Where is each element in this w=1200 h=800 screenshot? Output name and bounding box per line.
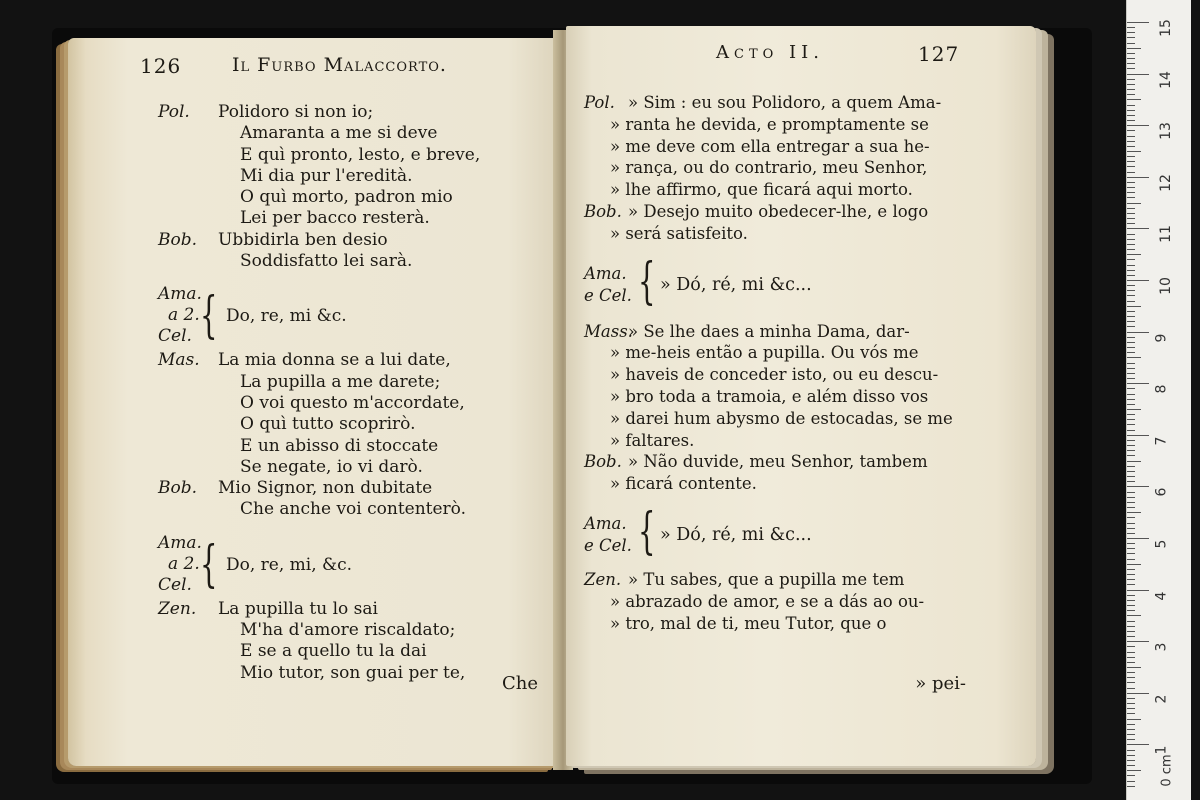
ruler-tick	[1127, 203, 1141, 204]
ruler-tick	[1127, 481, 1135, 482]
ruler-tick	[1127, 461, 1141, 462]
ruler-tick	[1127, 347, 1135, 348]
prose-line: » me deve com ella entregar a sua he-	[610, 136, 930, 156]
ruler-tick	[1127, 703, 1135, 704]
ruler-number: 5	[1153, 539, 1170, 549]
verse-line: La pupilla a me darete;	[240, 371, 441, 392]
ruler-tick	[1127, 146, 1135, 147]
ruler-tick	[1127, 32, 1135, 33]
ruler-tick	[1127, 677, 1135, 678]
ruler-tick	[1127, 68, 1135, 69]
prose-line: » será satisfeito.	[610, 223, 748, 243]
prose-line: » faltares.	[610, 430, 695, 450]
duet-block	[584, 251, 953, 313]
ruler-tick	[1127, 455, 1135, 456]
ruler-tick	[1127, 492, 1135, 493]
speaker-name: Zen.	[158, 598, 197, 619]
speaker-name: Bob.	[584, 201, 622, 221]
ruler-tick	[1127, 84, 1135, 85]
left-catchword: Che	[501, 673, 538, 694]
ruler-tick	[1127, 595, 1135, 596]
ruler-tick	[1127, 239, 1135, 240]
ruler-tick	[1127, 765, 1135, 766]
speaker-name: Pol.	[584, 93, 615, 112]
ruler-tick	[1127, 151, 1141, 152]
verse-line: E se a quello tu la dai	[240, 641, 427, 662]
ruler-tick	[1127, 249, 1135, 250]
ruler-tick	[1127, 259, 1135, 260]
ruler-tick	[1127, 414, 1135, 415]
ruler-tick	[1127, 523, 1135, 524]
ruler-tick	[1127, 719, 1141, 720]
right-page	[566, 26, 1036, 766]
ruler-tick	[1127, 528, 1135, 529]
left-page	[68, 38, 560, 766]
ruler-tick	[1127, 626, 1135, 627]
ruler-number: 2	[1153, 694, 1170, 704]
prose-line: Bob. » Desejo muito obedecer-lhe, e logo	[584, 201, 929, 221]
ruler-tick	[1127, 755, 1135, 756]
ruler-tick	[1127, 89, 1135, 90]
ruler-tick	[1127, 326, 1135, 327]
ruler-tick	[1127, 357, 1141, 358]
speaker-name: Bob.	[158, 478, 198, 499]
ruler-tick	[1127, 430, 1135, 431]
ruler-tick	[1127, 404, 1135, 405]
left-running-title: Il Furbo Malaccorto.	[232, 54, 447, 76]
ruler-tick	[1127, 517, 1135, 518]
ruler-number: 4	[1153, 591, 1170, 601]
ruler-number: 6	[1153, 487, 1170, 497]
brace: {	[638, 251, 656, 310]
duet-speakers: Ama. a 2. Cel.	[158, 532, 202, 595]
ruler-number: 7	[1153, 436, 1170, 446]
prose-line: Zen. » Tu sabes, que a pupilla me tem	[584, 569, 905, 589]
ruler-tick	[1127, 115, 1135, 116]
ruler-tick	[1127, 708, 1135, 709]
prose-line: Bob. » Não duvide, meu Senhor, tambem	[584, 452, 928, 472]
ruler-tick	[1127, 342, 1135, 343]
measurement-ruler	[1126, 0, 1191, 800]
verse-line: M'ha d'amore riscaldato;	[240, 620, 456, 641]
right-page-text	[584, 92, 953, 634]
ruler-tick	[1127, 450, 1135, 451]
ruler-tick	[1127, 120, 1135, 121]
ruler-tick	[1127, 166, 1135, 167]
ruler-tick	[1127, 512, 1141, 513]
ruler-tick	[1127, 781, 1135, 782]
ruler-tick	[1127, 99, 1141, 100]
duet-text: Do, re, mi &c.	[226, 306, 347, 327]
ruler-tick	[1127, 750, 1135, 751]
ruler-tick	[1127, 63, 1135, 64]
ruler-tick	[1127, 698, 1135, 699]
ruler-tick	[1127, 295, 1135, 296]
ruler-tick	[1127, 208, 1135, 209]
ruler-tick	[1127, 218, 1135, 219]
prose-line: » rança, ou do contrario, meu Senhor,	[610, 158, 928, 178]
ruler-tick	[1127, 713, 1135, 714]
ruler-tick	[1127, 197, 1135, 198]
ruler-tick	[1127, 424, 1135, 425]
brace: {	[200, 534, 218, 593]
ruler-tick	[1127, 440, 1135, 441]
ruler-tick	[1127, 600, 1135, 601]
ruler-tick	[1127, 58, 1135, 59]
duet-text: » Dó, ré, mi &c...	[660, 524, 812, 545]
ruler-tick	[1127, 27, 1135, 28]
ruler-tick	[1127, 373, 1135, 374]
ruler-tick	[1127, 141, 1135, 142]
ruler-tick	[1127, 244, 1135, 245]
verse-line: E quì pronto, lesto, e breve,	[240, 144, 481, 165]
ruler-number: 13	[1157, 122, 1174, 141]
ruler-tick	[1127, 399, 1135, 400]
brace: {	[638, 501, 656, 560]
ruler-tick	[1127, 182, 1135, 183]
brace: {	[200, 286, 218, 345]
ruler-tick	[1127, 332, 1149, 333]
right-page-number: 127	[918, 42, 960, 66]
ruler-tick	[1127, 234, 1135, 235]
duet-speakers: Ama. e Cel.	[584, 263, 632, 305]
ruler-tick	[1127, 22, 1149, 23]
ruler-tick	[1127, 363, 1135, 364]
ruler-tick	[1127, 280, 1149, 281]
speaker-name: Bob.	[158, 229, 198, 250]
ruler-tick	[1127, 636, 1135, 637]
ruler-tick	[1127, 476, 1135, 477]
prose-line: » ranta he devida, e promptamente se	[610, 114, 929, 134]
ruler-tick	[1127, 693, 1149, 694]
ruler-tick	[1127, 352, 1135, 353]
ruler-tick	[1127, 605, 1135, 606]
ruler-tick	[1127, 223, 1135, 224]
verse-line: Soddisfatto lei sarà.	[240, 251, 413, 272]
ruler-tick	[1127, 105, 1135, 106]
ruler-tick	[1127, 538, 1149, 539]
ruler-tick	[1127, 744, 1149, 745]
ruler-tick	[1127, 110, 1135, 111]
ruler-number: 15	[1157, 19, 1174, 37]
verse-line: Amaranta a me si deve	[240, 123, 438, 144]
ruler-tick	[1127, 275, 1135, 276]
prose-line: » me-heis então a pupilla. Ou vós me	[610, 343, 919, 363]
ruler-tick	[1127, 43, 1135, 44]
prose-line: » lhe affirmo, que ficará aqui morto.	[610, 180, 913, 200]
verse-line: Pol. Polidoro si non io;	[158, 102, 374, 122]
ruler-tick	[1127, 621, 1135, 622]
ruler-number: 11	[1157, 225, 1174, 244]
ruler-number: 12	[1157, 173, 1174, 192]
prose-line: » ficará contente.	[610, 474, 757, 494]
verse-line: Zen. La pupilla tu lo sai	[158, 598, 378, 619]
ruler-tick	[1127, 285, 1135, 286]
verse-line: Mio tutor, son guai per te,	[240, 662, 466, 683]
ruler-tick	[1127, 48, 1141, 49]
prose-line: » haveis de conceder isto, ou eu descu-	[610, 365, 939, 385]
ruler-tick	[1127, 321, 1135, 322]
ruler-tick	[1127, 760, 1135, 761]
ruler-tick	[1127, 228, 1149, 229]
ruler-tick	[1127, 435, 1149, 436]
ruler-tick	[1127, 172, 1135, 173]
ruler-tick	[1127, 177, 1149, 178]
ruler-tick	[1127, 445, 1135, 446]
ruler-tick	[1127, 569, 1135, 570]
ruler-tick	[1127, 615, 1141, 616]
ruler-tick	[1127, 94, 1135, 95]
ruler-number: 3	[1153, 642, 1170, 652]
ruler-tick	[1127, 378, 1135, 379]
ruler-tick	[1127, 775, 1135, 776]
right-running-title: Acto II.	[716, 42, 824, 63]
ruler-tick	[1127, 471, 1135, 472]
verse-line: Mas. La mia donna se a lui date,	[158, 350, 451, 371]
ruler-tick	[1127, 548, 1135, 549]
ruler-tick	[1127, 662, 1135, 663]
ruler-tick	[1127, 125, 1149, 126]
ruler-tick	[1127, 156, 1135, 157]
ruler-tick	[1127, 419, 1135, 420]
ruler-tick	[1127, 590, 1149, 591]
verse-line: Bob. Ubbidirla ben desio	[158, 229, 388, 250]
ruler-tick	[1127, 301, 1135, 302]
ruler-tick	[1127, 553, 1135, 554]
ruler-number: 14	[1157, 70, 1174, 89]
verse-line: O quì morto, padron mio	[240, 187, 453, 208]
verse-line: O voi questo m'accordate,	[240, 392, 465, 413]
ruler-tick	[1127, 187, 1135, 188]
ruler-tick	[1127, 368, 1135, 369]
ruler-tick	[1127, 254, 1141, 255]
ruler-tick	[1127, 584, 1135, 585]
ruler-tick	[1127, 672, 1135, 673]
speaker-name: Zen.	[584, 569, 622, 589]
speaker-name: Mas.	[158, 350, 200, 371]
verse-line: O quì tutto scoprirò.	[240, 414, 416, 435]
ruler-tick	[1127, 316, 1135, 317]
ruler-tick	[1127, 559, 1135, 560]
prose-line: Mass.» Se lhe daes a minha Dama, dar-	[584, 321, 910, 341]
ruler-tick	[1127, 74, 1149, 75]
ruler-tick	[1127, 337, 1135, 338]
ruler-tick	[1127, 682, 1135, 683]
verse-line: Mi dia pur l'eredità.	[240, 165, 413, 186]
speaker-name: Pol.	[158, 102, 190, 122]
right-catchword: » pei-	[915, 673, 966, 694]
ruler-number: 1	[1153, 745, 1170, 755]
ruler-tick	[1127, 161, 1135, 162]
ruler-tick	[1127, 502, 1135, 503]
ruler-tick	[1127, 497, 1135, 498]
ruler-number: 8	[1153, 384, 1170, 394]
ruler-tick	[1127, 739, 1135, 740]
ruler-tick	[1127, 507, 1135, 508]
prose-line: » darei hum abysmo de estocadas, se me	[610, 408, 953, 428]
speaker-name: Bob.	[584, 452, 622, 472]
ruler-tick	[1127, 646, 1135, 647]
ruler-tick	[1127, 574, 1135, 575]
ruler-tick	[1127, 79, 1135, 80]
ruler-tick	[1127, 192, 1135, 193]
duet-block	[158, 533, 480, 599]
ruler-tick	[1127, 564, 1141, 565]
ruler-tick	[1127, 543, 1135, 544]
verse-line: Lei per bacco resterà.	[240, 208, 430, 229]
ruler-tick	[1127, 729, 1135, 730]
duet-speakers: Ama. a 2. Cel.	[158, 284, 202, 347]
left-page-text	[158, 102, 480, 684]
ruler-tick	[1127, 409, 1141, 410]
verse-line: Se negate, io vi darò.	[240, 456, 423, 477]
prose-line: » bro toda a tramoia, e além disso vos	[610, 386, 929, 406]
prose-line: » tro, mal de ti, meu Tutor, que o	[610, 613, 887, 633]
ruler-tick	[1127, 734, 1135, 735]
ruler-tick	[1127, 270, 1135, 271]
ruler-tick	[1127, 37, 1135, 38]
ruler-tick	[1127, 579, 1135, 580]
ruler-tick	[1127, 394, 1135, 395]
ruler-tick	[1127, 631, 1135, 632]
ruler-number: 10	[1157, 277, 1174, 295]
verse-line: E un abisso di stoccate	[240, 435, 439, 456]
ruler-tick	[1127, 486, 1149, 487]
ruler-tick	[1127, 688, 1135, 689]
ruler-tick	[1127, 667, 1141, 668]
ruler-tick	[1127, 724, 1135, 725]
ruler-tick	[1127, 265, 1135, 266]
ruler-tick	[1127, 306, 1141, 307]
duet-text: » Dó, ré, mi &c...	[660, 274, 812, 295]
ruler-tick	[1127, 533, 1135, 534]
ruler-tick	[1127, 136, 1135, 137]
ruler-tick	[1127, 213, 1135, 214]
duet-block	[584, 501, 953, 563]
ruler-tick	[1127, 466, 1135, 467]
ruler-tick	[1127, 610, 1135, 611]
duet-block	[158, 284, 480, 350]
ruler-tick	[1127, 388, 1135, 389]
prose-line: Pol. » Sim : eu sou Polidoro, a quem Ama-	[584, 93, 942, 112]
ruler-unit-label: 0 cm	[1159, 754, 1175, 787]
ruler-tick	[1127, 130, 1135, 131]
ruler-number: 9	[1153, 333, 1170, 343]
duet-speakers: Ama. e Cel.	[584, 513, 632, 555]
ruler-tick	[1127, 652, 1135, 653]
verse-line: Che anche voi contenterò.	[240, 499, 467, 520]
verse-line: Bob. Mio Signor, non dubitate	[158, 478, 433, 499]
speaker-name: Mass.	[584, 321, 633, 341]
ruler-tick	[1127, 770, 1141, 771]
ruler-tick	[1127, 311, 1135, 312]
ruler-tick	[1127, 641, 1149, 642]
prose-line: » abrazado de amor, e se a dás ao ou-	[610, 591, 925, 611]
ruler-tick	[1127, 786, 1135, 787]
ruler-tick	[1127, 53, 1135, 54]
duet-text: Do, re, mi, &c.	[226, 554, 353, 575]
ruler-tick	[1127, 657, 1135, 658]
ruler-tick	[1127, 290, 1135, 291]
left-page-number: 126	[140, 54, 182, 78]
ruler-tick	[1127, 383, 1149, 384]
